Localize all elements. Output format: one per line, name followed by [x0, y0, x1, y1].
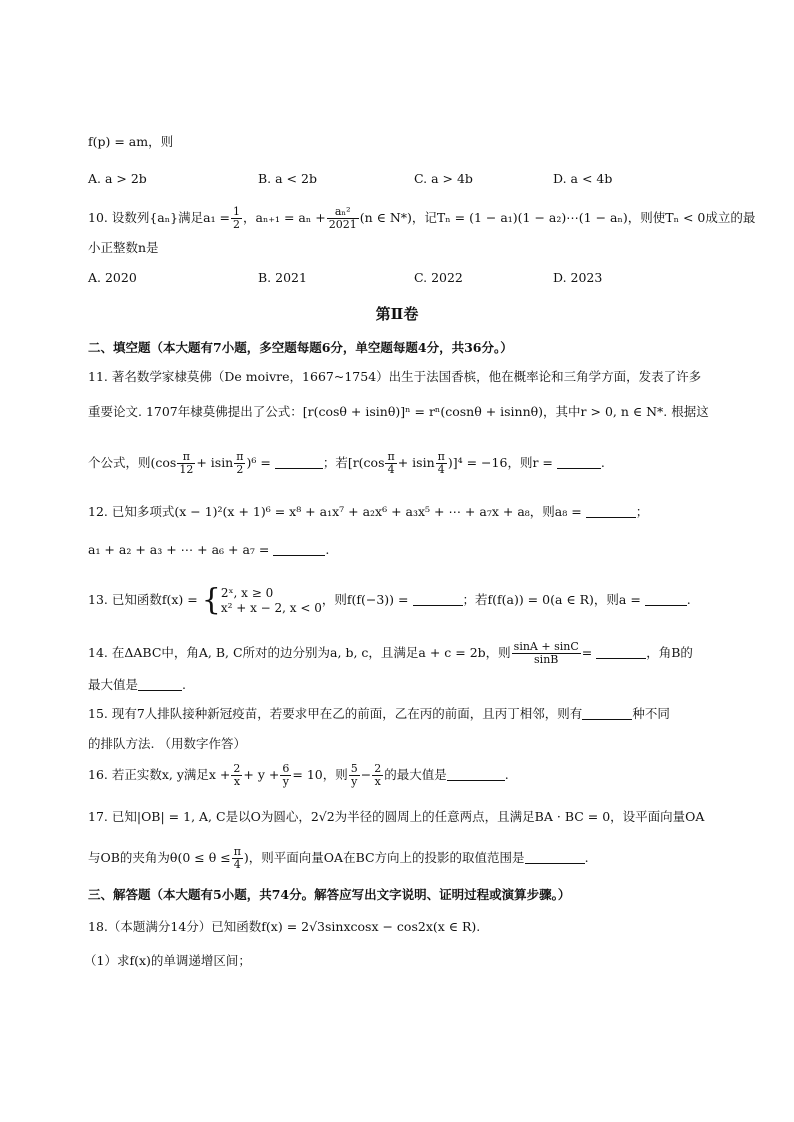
q14-part2: =: [581, 645, 593, 660]
pi: π: [233, 845, 241, 858]
q10-part2: ，aₙ₊₁ = aₙ +: [243, 210, 326, 225]
q14-line1: [88, 641, 693, 666]
q14-blank-1[interactable]: [596, 646, 646, 659]
q10-line2: 小正整数n是: [88, 240, 159, 255]
den-2: 2: [236, 463, 244, 476]
q13-mid: ，则f(f(−3)) =: [321, 592, 409, 607]
q16-p1: 16. 若正实数x, y满足x +: [88, 767, 231, 782]
q9-tail: f(p) = am，则: [88, 134, 174, 149]
frac-num: 6: [282, 762, 290, 775]
q17-blank[interactable]: [525, 851, 585, 864]
q15-text1a: 15. 现有7人排队接种新冠疫苗，若要求甲在乙的前面，乙在丙的前面，且丙丁相邻，则有: [88, 706, 583, 721]
part2-title: 第Ⅱ卷: [375, 305, 419, 323]
q10-frac1: [231, 206, 242, 231]
frac-den: x: [233, 775, 241, 788]
q15-line2: 的排队方法. （用数字作答）: [88, 736, 246, 751]
q16-p5: 的最大值是: [384, 767, 447, 782]
q11-line3: 个公式，则(cos $\frac{\pi}{12}$ + isin $\frac{\pi}{2}$ )⁶ = ；若[r(cos $\frac{\pi}{4}$ + isin $\frac{\pi}{4}$ )]⁴ = −16，则r = .: [88, 450, 605, 476]
q10-part3: (n ∈ N*)，记Tₙ = (1 − a₁)(1 − a₂)⋯(1 − aₙ)，则使Tₙ < 0成立的最: [359, 210, 756, 225]
q14-den: sinB: [534, 653, 559, 666]
pi: π: [177, 451, 195, 464]
q16-frac2: [280, 763, 291, 788]
q16-p4: −: [360, 767, 372, 782]
q17-line2: 与OB的夹角为θ(0 ≤ θ ≤ $\frac{\pi}{4}$ )，则平面向量OA在BC方向上的投影的取值范围是 .: [88, 845, 589, 871]
q10-frac1-num: 1: [233, 205, 241, 218]
den-4: 4: [233, 858, 241, 871]
pi: π: [437, 450, 445, 463]
q16-frac3: [349, 763, 360, 788]
q17-p1: 与OB的夹角为θ(0 ≤ θ ≤: [88, 850, 231, 865]
q14-num: sinA + sinC: [513, 640, 579, 653]
q11-frac-d: [436, 451, 447, 476]
frac-num: 5: [350, 762, 358, 775]
q16-line: 16. 若正实数x, y满足x + $\frac{2}{x}$ + y + $\frac{6}{y}$ = 10，则 $\frac{5}{y}$ − $\frac{2}{x}$ 的最大值是 .: [88, 762, 509, 788]
q13-blank-2[interactable]: [645, 593, 687, 606]
q10-line1: [88, 206, 755, 231]
q10-option-a: A. 2020: [88, 270, 137, 285]
q9-option-b: B. a < 2b: [258, 171, 317, 186]
den-4: 4: [437, 463, 445, 476]
q11-3b: + isin: [196, 455, 234, 470]
q10-option-d: D. 2023: [553, 270, 603, 285]
q11-line1: 11. 著名数学家棣莫佛（De moivre，1667~1754）出生于法国香槟，他在概率论和三角学方面，发表了许多: [88, 369, 702, 384]
q9-option-d: D. a < 4b: [553, 171, 613, 186]
q14-part3: ，角B的: [646, 645, 693, 660]
q14-text2: 最大值是: [88, 677, 139, 692]
q12-blank-1[interactable]: [586, 505, 636, 518]
den-12: 12: [179, 463, 194, 476]
q12-line1: 12. 已知多项式(x − 1)²(x + 1)⁶ = x⁸ + a₁x⁷ + a₂x⁶ + a₃x⁵ + ⋯ + a₇x + a₈，则a₈ = ；: [88, 504, 649, 519]
q10-option-c: C. 2022: [414, 270, 463, 285]
q10-frac1-den: 2: [233, 218, 241, 231]
q11-3a: 个公式，则(cos: [88, 455, 177, 470]
q10-option-b: B. 2021: [258, 270, 307, 285]
q10-part1: 10. 设数列{aₙ}满足a₁ =: [88, 210, 231, 225]
q17-line1: 17. 已知|OB| = 1, A, C是以O为圆心，2√2为半径的圆周上的任意两点，且满足BA · BC = 0，设平面向量OA: [88, 809, 705, 824]
q16-p3: = 10，则: [292, 767, 348, 782]
q11-3d: ；若[r(cos: [322, 455, 385, 470]
q17-p2: )，则平面向量OA在BC方向上的投影的取值范围是: [243, 850, 525, 865]
q11-frac-b: [234, 451, 245, 476]
q14-blank-2[interactable]: [138, 678, 182, 691]
q10-options: [88, 270, 728, 288]
pi: π: [387, 450, 395, 463]
q12-blank-2[interactable]: [273, 543, 325, 556]
q16-frac1: [231, 763, 242, 788]
q15-text1b: 种不同: [632, 706, 670, 721]
q13-piecewise: [221, 586, 322, 616]
q9-options: [88, 171, 728, 189]
q13-case2: x² + x − 2, x < 0: [220, 600, 322, 615]
q10-frac2-num: aₙ²: [327, 206, 359, 219]
q14-line2: 最大值是 .: [88, 677, 186, 692]
section3-heading: 三、解答题（本大题有5小题，共74分。解答应写出文字说明、证明过程或演算步骤。）: [88, 887, 571, 902]
q18-line2: （1）求f(x)的单调递增区间；: [84, 953, 251, 968]
q12-text1: 12. 已知多项式(x − 1)²(x + 1)⁶ = x⁸ + a₁x⁷ + a₂x⁶ + a₃x⁵ + ⋯ + a₇x + a₈，则a₈ =: [88, 504, 582, 519]
left-brace: {: [201, 582, 221, 618]
q12-line2: a₁ + a₂ + a₃ + ⋯ + a₆ + a₇ = .: [88, 542, 330, 557]
q10-frac2-den: 2021: [328, 218, 357, 231]
q15-blank[interactable]: [582, 707, 632, 720]
q11-blank-2[interactable]: [557, 456, 601, 469]
q14-frac: [512, 641, 581, 666]
q10-frac2: [327, 206, 359, 231]
section2-heading: 二、填空题（本大题有7小题，多空题每题6分，单空题每题4分，共36分。）: [88, 340, 513, 355]
q16-frac4: [372, 763, 383, 788]
frac-den: y: [351, 775, 358, 788]
q13-blank-1[interactable]: [413, 593, 463, 606]
q12-text2: a₁ + a₂ + a₃ + ⋯ + a₆ + a₇ =: [88, 542, 270, 557]
q11-line2: 重要论文. 1707年棣莫佛提出了公式：[r(cosθ + isinθ)]ⁿ = rⁿ(cosnθ + isinnθ)，其中r > 0, n ∈ N*. 根据这: [88, 404, 709, 419]
q9-option-c: C. a > 4b: [414, 171, 473, 186]
q13-prefix: 13. 已知函数f(x) =: [88, 592, 198, 607]
q18-line1: 18.（本题满分14分）已知函数f(x) = 2√3sinxcosx − cos2x(x ∈ R).: [88, 919, 481, 934]
q11-3f: )]⁴ = −16，则r =: [447, 455, 553, 470]
pi: π: [236, 450, 244, 463]
q11-blank-1[interactable]: [275, 456, 323, 469]
q13-line: 13. 已知函数f(x) = { 2ˣ, x ≥ 0 x² + x − 2, x < 0 ，则f(f(−3)) = ；若f(f(a)) = 0(a ∈ R)，则a = .: [88, 582, 691, 618]
frac-num: 2: [233, 762, 241, 775]
q11-frac-c: [385, 451, 396, 476]
q15-line1: [88, 705, 670, 723]
frac-den: x: [374, 775, 381, 788]
q16-p2: + y +: [243, 767, 280, 782]
q16-blank[interactable]: [447, 768, 505, 781]
q17-frac: [232, 846, 243, 871]
q11-3e: + isin: [397, 455, 435, 470]
q13-case1: 2ˣ, x ≥ 0: [220, 585, 274, 600]
q11-frac-a: [177, 451, 195, 476]
q13-mid2: ；若f(f(a)) = 0(a ∈ R)，则a =: [462, 592, 641, 607]
q11-3c: )⁶ =: [246, 455, 271, 470]
den-4: 4: [387, 463, 395, 476]
q9-option-a: A. a > 2b: [88, 171, 147, 186]
frac-num: 2: [374, 762, 382, 775]
q14-part1: 14. 在ΔABC中，角A, B, C所对的边分别为a, b, c，且满足a + c = 2b，则: [88, 645, 511, 660]
frac-den: y: [282, 775, 289, 788]
